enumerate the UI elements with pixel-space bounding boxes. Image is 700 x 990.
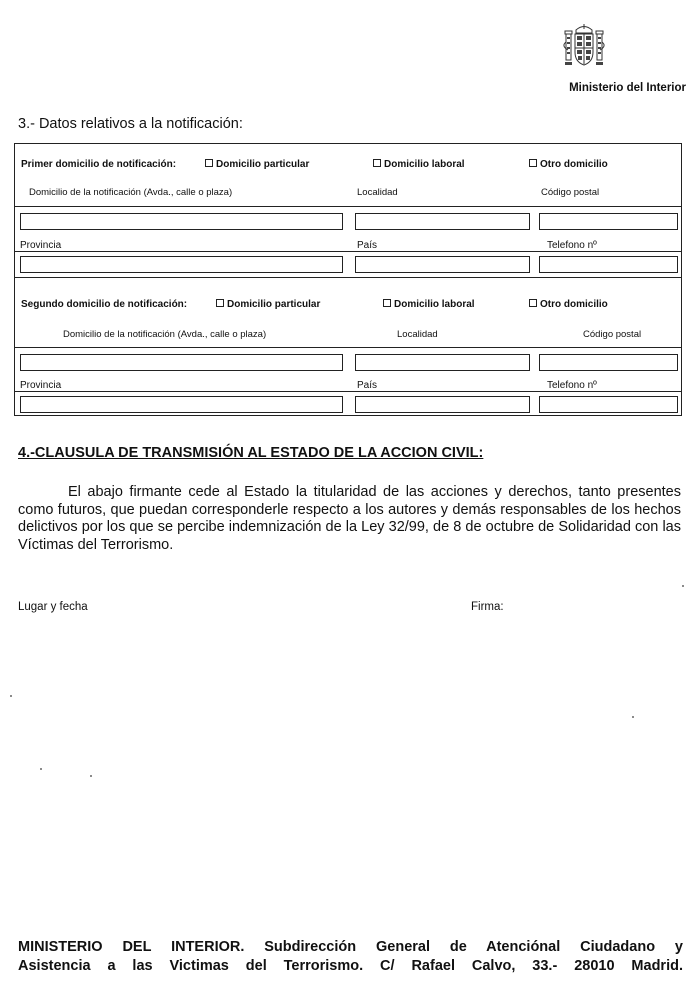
second-locality-field[interactable] <box>355 354 530 371</box>
first-option-work[interactable]: Domicilio laboral <box>373 159 465 170</box>
first-address-column: Domicilio de la notificación (Avda., calle o plaza) <box>29 187 233 198</box>
scan-speck <box>632 716 634 718</box>
second-option-work[interactable]: Domicilio laboral <box>383 299 475 310</box>
first-address-field[interactable] <box>20 213 343 230</box>
second-phone-label: Telefono nº <box>547 380 597 391</box>
first-phone-field[interactable] <box>539 256 678 273</box>
second-postal-code-field[interactable] <box>539 354 678 371</box>
first-locality-column: Localidad <box>357 187 398 198</box>
section-3-title: 3.- Datos relativos a la notificación: <box>18 116 243 132</box>
first-postal-code-column: Código postal <box>541 187 600 198</box>
second-country-label: País <box>357 380 378 391</box>
first-option-other[interactable]: Otro domicilio <box>529 159 608 170</box>
first-province-label: Provincia <box>20 240 62 251</box>
first-country-label: País <box>357 240 378 251</box>
second-option-private[interactable]: Domicilio particular <box>216 299 320 310</box>
footer-line-2: Asistencia a las Victimas del Terrorismo. C/ Rafael Calvo, 33.- 28010 Madrid. <box>18 958 683 974</box>
second-option-other[interactable]: Otro domicilio <box>529 299 608 310</box>
checkbox-icon[interactable] <box>373 159 381 167</box>
notification-table <box>14 143 682 416</box>
first-country-field[interactable] <box>355 256 530 273</box>
checkbox-icon[interactable] <box>383 299 391 307</box>
footer-address <box>18 938 683 976</box>
first-option-private[interactable]: Domicilio particular <box>205 159 309 170</box>
second-locality-column: Localidad <box>397 329 438 340</box>
checkbox-icon[interactable] <box>529 299 537 307</box>
signature-label: Firma: <box>471 601 504 613</box>
place-date-label: Lugar y fecha <box>18 601 88 613</box>
first-locality-field[interactable] <box>355 213 530 230</box>
scan-speck <box>682 585 684 587</box>
first-phone-label: Telefono nº <box>547 240 597 251</box>
checkbox-icon[interactable] <box>216 299 224 307</box>
second-address-field[interactable] <box>20 354 343 371</box>
first-province-field[interactable] <box>20 256 343 273</box>
coat-of-arms-icon <box>562 22 606 72</box>
second-province-label: Provincia <box>20 380 62 391</box>
first-address-label: Primer domicilio de notificación: <box>21 159 177 170</box>
footer-line-1: MINISTERIO DEL INTERIOR. Subdirección General de Atenciónal Ciudadano y <box>18 939 683 955</box>
first-postal-code-field[interactable] <box>539 213 678 230</box>
checkbox-icon[interactable] <box>529 159 537 167</box>
second-address-label: Segundo domicilio de notificación: <box>21 299 188 310</box>
second-postal-code-column: Código postal <box>583 329 642 340</box>
scan-speck <box>40 768 42 770</box>
second-country-field[interactable] <box>355 396 530 413</box>
scan-speck <box>90 775 92 777</box>
checkbox-icon[interactable] <box>205 159 213 167</box>
second-phone-field[interactable] <box>539 396 678 413</box>
second-address-column: Domicilio de la notificación (Avda., calle o plaza) <box>63 329 267 340</box>
ministry-name: Ministerio del Interior <box>569 82 686 94</box>
clause-text: El abajo firmante cede al Estado la titularidad de las acciones y derechos, tanto presentes como futuros, que puedan corresponderle respecto a los autores y demás responsables de los hechos delictivos por los que se percibe indemnización de la Ley 32/99, de 8 de octubre de Solidaridad con las Víctimas del Terrorismo. <box>18 484 681 553</box>
scan-speck <box>10 695 12 697</box>
second-province-field[interactable] <box>20 396 343 413</box>
section-4-title: 4.-CLAUSULA DE TRANSMISIÓN AL ESTADO DE LA ACCION CIVIL: <box>18 445 484 461</box>
